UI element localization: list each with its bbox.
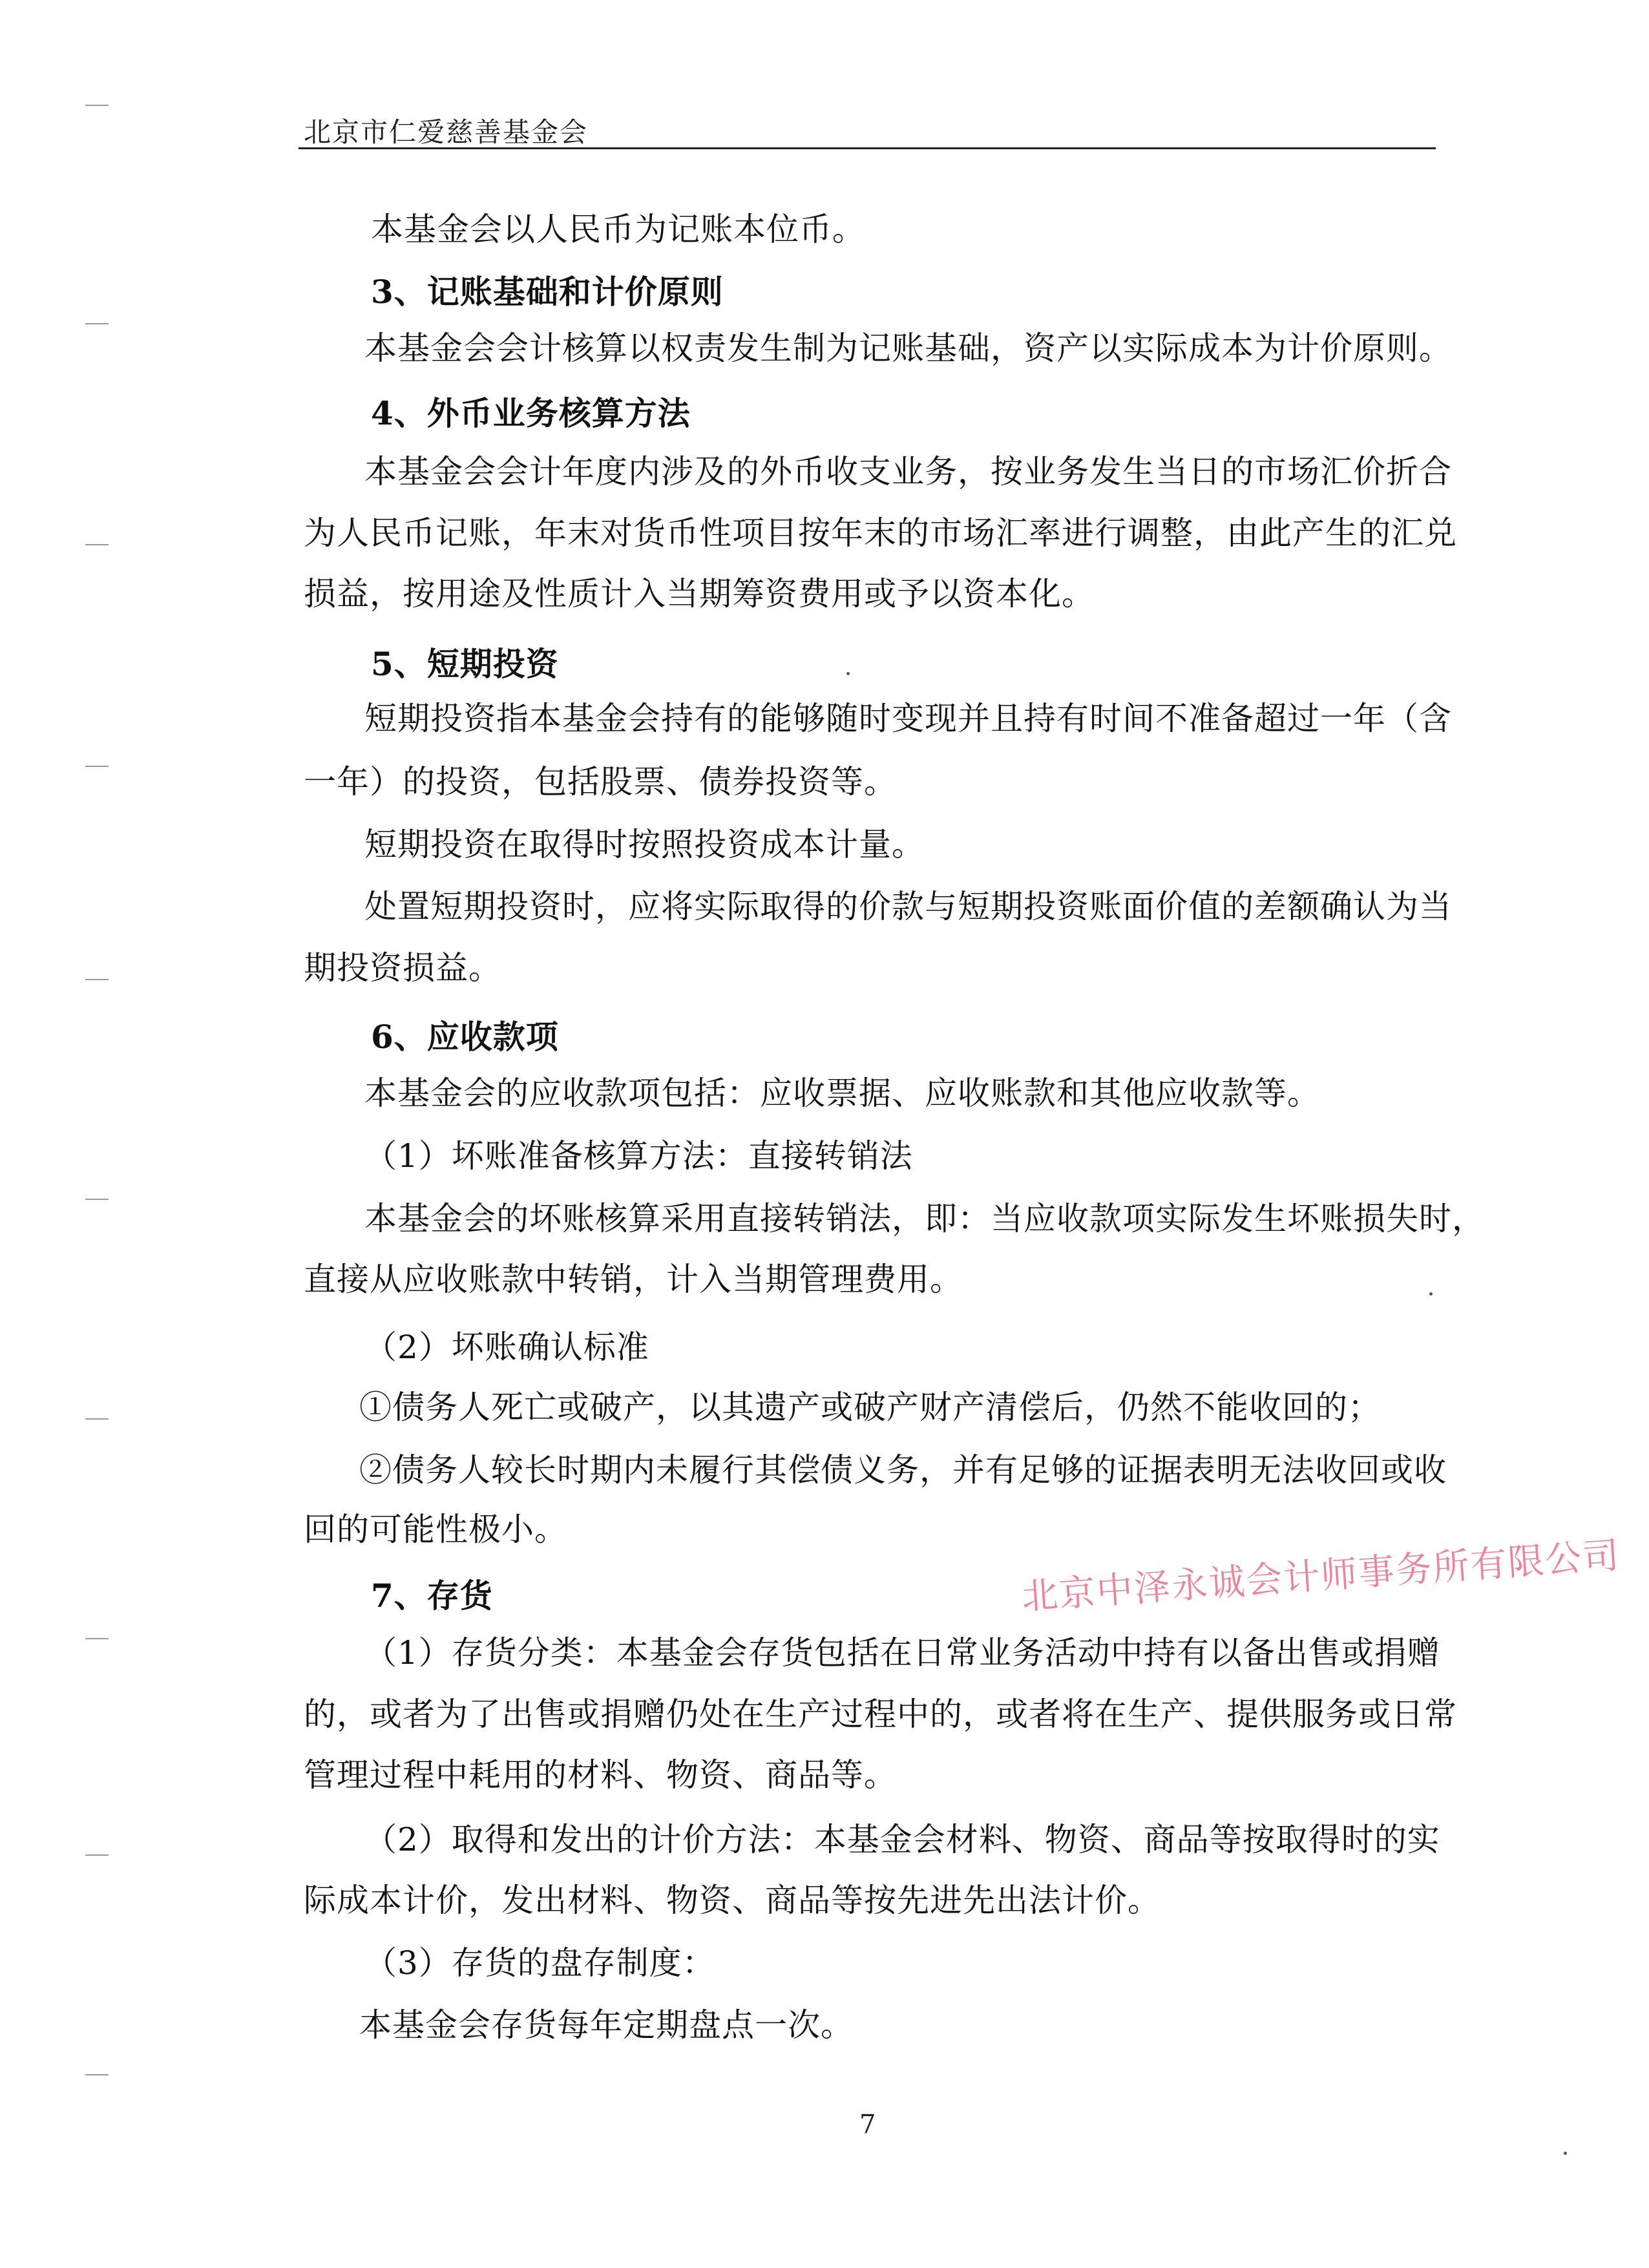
page-number: 7 xyxy=(859,2110,876,2139)
scan-speck xyxy=(1429,1292,1433,1296)
auditor-seal-stamp: 北京中泽永诚会计师事务所有限公司 xyxy=(1020,1534,1622,1619)
paragraph-line: 损益，按用途及性质计入当期筹资费用或予以资本化。 xyxy=(304,575,1095,613)
scan-margin-mark xyxy=(85,766,109,767)
scan-margin-mark xyxy=(85,105,109,106)
section-heading: 7、存货 xyxy=(371,1577,493,1615)
paragraph-line: （2）坏账确认标准 xyxy=(364,1328,649,1366)
scan-margin-mark xyxy=(85,544,109,545)
scan-speck xyxy=(846,672,850,675)
paragraph-line: 际成本计价，发出材料、物资、商品等按先进先出法计价。 xyxy=(304,1882,1161,1919)
scan-margin-mark xyxy=(85,1854,109,1856)
paragraph-line: （3）存货的盘存制度： xyxy=(364,1944,715,1982)
header-divider xyxy=(299,147,1436,149)
paragraph-line: 短期投资在取得时按照投资成本计量。 xyxy=(364,826,925,863)
paragraph-line: 本基金会的坏账核算采用直接转销法，即：当应收款项实际发生坏账损失时， xyxy=(364,1200,1485,1237)
paragraph-line: 处置短期投资时，应将实际取得的价款与短期投资账面价值的差额确认为当 xyxy=(364,888,1452,925)
paragraph-line: 短期投资指本基金会持有的能够随时变现并且持有时间不准备超过一年（含 xyxy=(364,700,1452,737)
section-heading: 4、外币业务核算方法 xyxy=(371,394,691,432)
paragraph-line: ②债务人较长时期内未履行其偿债义务，并有足够的证据表明无法收回或收 xyxy=(359,1451,1447,1489)
paragraph-line: 期投资损益。 xyxy=(304,949,501,987)
paragraph-line: 本基金会存货每年定期盘点一次。 xyxy=(359,2006,854,2044)
paragraph-line: ①债务人死亡或破产，以其遗产或破产财产清偿后，仍然不能收回的； xyxy=(359,1389,1381,1426)
paragraph-line: 管理过程中耗用的材料、物资、商品等。 xyxy=(304,1756,897,1794)
paragraph-line: 本基金会以人民币为记账本位币。 xyxy=(371,211,865,248)
section-heading: 5、短期投资 xyxy=(371,645,559,683)
paragraph-line: （1）存货分类：本基金会存货包括在日常业务活动中持有以备出售或捐赠 xyxy=(364,1634,1440,1672)
scan-margin-mark xyxy=(85,1199,109,1200)
scan-speck xyxy=(1564,2152,1567,2155)
paragraph-line: （2）取得和发出的计价方法：本基金会材料、物资、商品等按取得时的实 xyxy=(364,1821,1440,1858)
paragraph-line: （1）坏账准备核算方法：直接转销法 xyxy=(364,1137,913,1175)
scan-margin-mark xyxy=(85,1418,109,1420)
paragraph-line: 的，或者为了出售或捐赠仍处在生产过程中的，或者将在生产、提供服务或日常 xyxy=(304,1696,1457,1733)
scan-margin-mark xyxy=(85,1638,109,1639)
paragraph-line: 本基金会的应收款项包括：应收票据、应收账款和其他应收款等。 xyxy=(364,1075,1320,1112)
paragraph-line: 回的可能性极小。 xyxy=(304,1511,567,1548)
scan-margin-mark xyxy=(85,979,109,980)
paragraph-line: 一年）的投资，包括股票、债券投资等。 xyxy=(304,763,897,801)
paragraph-line: 直接从应收账款中转销，计入当期管理费用。 xyxy=(304,1261,963,1298)
paragraph-line: 本基金会会计核算以权责发生制为记账基础，资产以实际成本为计价原则。 xyxy=(364,330,1452,367)
page-header-organization: 北京市仁爱慈善基金会 xyxy=(304,116,589,148)
paragraph-line: 为人民币记账，年末对货币性项目按年末的市场汇率进行调整，由此产生的汇兑 xyxy=(304,514,1457,552)
section-heading: 3、记账基础和计价原则 xyxy=(371,273,724,311)
section-heading: 6、应收款项 xyxy=(371,1018,559,1056)
scan-margin-mark xyxy=(85,2074,109,2075)
paragraph-line: 本基金会会计年度内涉及的外币收支业务，按业务发生当日的市场汇价折合 xyxy=(364,453,1452,490)
scan-margin-mark xyxy=(85,323,109,324)
